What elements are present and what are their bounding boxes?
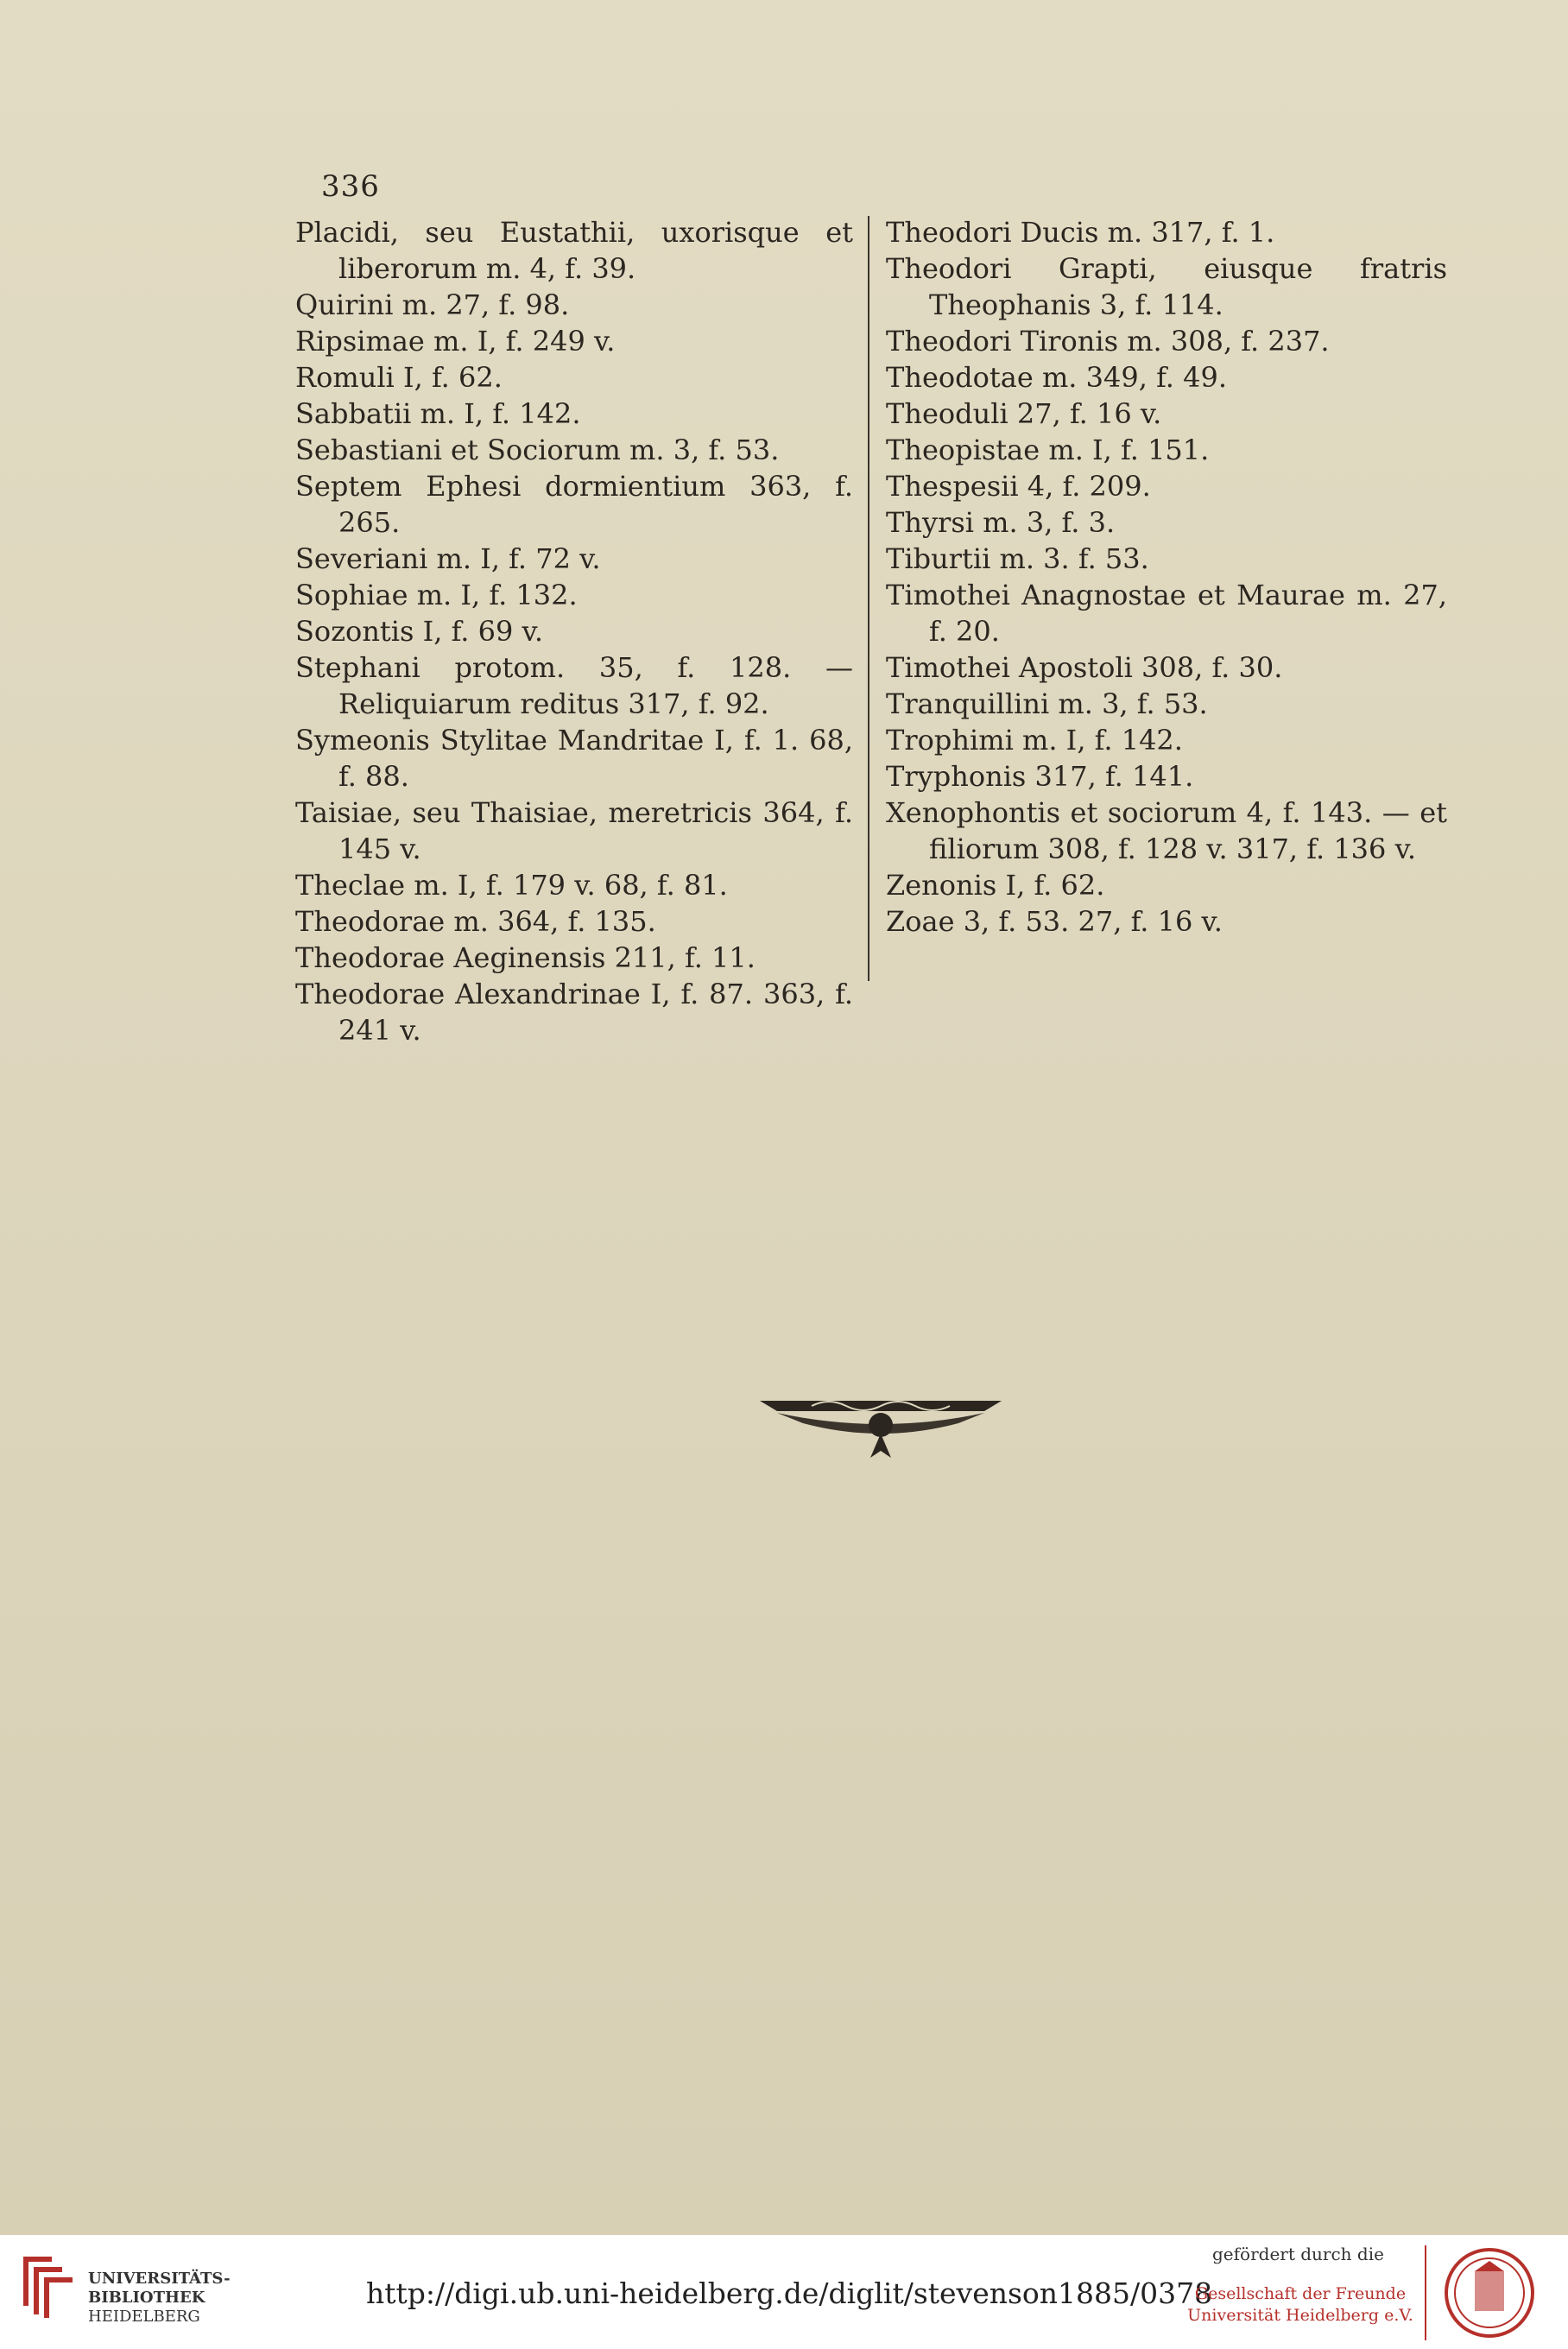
index-entry: Timothei Anagnostae et Maurae m. 27, f. 20. xyxy=(886,579,1447,648)
sponsor-divider xyxy=(1425,2245,1426,2340)
index-entry: Stephani protom. 35, f. 128. — Reliquiarum reditus 317, f. 92. xyxy=(295,651,853,720)
library-logo-icon xyxy=(17,2245,79,2318)
index-entry: Theodori Grapti, eiusque fratris Theophanis 3, f. 114. xyxy=(886,252,1447,321)
index-entry: Theoduli 27, f. 16 v. xyxy=(886,397,1162,430)
index-entry: Theodorae Alexandrinae I, f. 87. 363, f. 241 v. xyxy=(295,978,853,1047)
index-entry: Sebastiani et Sociorum m. 3, f. 53. xyxy=(295,434,780,466)
index-entry: Theodotae m. 349, f. 49. xyxy=(886,361,1227,394)
index-entry: Zenonis I, f. 62. xyxy=(886,869,1105,902)
library-name xyxy=(88,2270,231,2327)
sponsor-name-line1: Gesellschaft der Freunde xyxy=(1194,2284,1407,2303)
left-column xyxy=(295,214,853,1048)
index-entry: Xenophontis et sociorum 4, f. 143. — et filiorum 308, f. 128 v. 317, f. 136 v. xyxy=(886,796,1447,865)
index-entry: Placidi, seu Eustathii, uxorisque et liberorum m. 4, f. 39. xyxy=(295,216,853,285)
library-name-line2: BIBLIOTHEK xyxy=(88,2289,205,2307)
page-number: 336 xyxy=(321,169,380,204)
university-seal-icon xyxy=(1442,2245,1537,2340)
index-entry: Taisiae, seu Thaisiae, meretricis 364, f. 145 v. xyxy=(295,796,853,865)
column-divider xyxy=(868,216,869,981)
index-entry: Theodori Tironis m. 308, f. 237. xyxy=(886,325,1330,358)
index-entry: Tranquillini m. 3, f. 53. xyxy=(886,687,1208,720)
index-entry: Theopistae m. I, f. 151. xyxy=(886,434,1210,466)
index-entry: Thespesii 4, f. 209. xyxy=(886,470,1151,503)
index-entry: Quirini m. 27, f. 98. xyxy=(295,288,570,321)
index-entry: Severiani m. I, f. 72 v. xyxy=(295,542,601,575)
index-entry: Ripsimae m. I, f. 249 v. xyxy=(295,325,616,358)
library-name-line3: HEIDELBERG xyxy=(88,2308,200,2326)
right-column xyxy=(886,214,1447,940)
index-entry: Trophimi m. I, f. 142. xyxy=(886,724,1183,757)
index-entry: Theodorae m. 364, f. 135. xyxy=(295,905,656,938)
index-entry: Sabbatii m. I, f. 142. xyxy=(295,397,581,430)
index-entry: Romuli I, f. 62. xyxy=(295,361,503,394)
index-entry: Sozontis I, f. 69 v. xyxy=(295,615,543,648)
ornament-vignette xyxy=(751,1383,1010,1461)
index-entry: Septem Ephesi dormientium 363, f. 265. xyxy=(295,470,853,539)
index-entry: Timothei Apostoli 308, f. 30. xyxy=(886,651,1283,684)
sponsor-name-line2: Universität Heidelberg e.V. xyxy=(1187,2306,1413,2325)
sponsor-name xyxy=(1174,2283,1426,2327)
index-entry: Sophiae m. I, f. 132. xyxy=(295,579,578,611)
index-entry: Theclae m. I, f. 179 v. 68, f. 81. xyxy=(295,869,728,902)
index-entry: Thyrsi m. 3, f. 3. xyxy=(886,506,1116,539)
index-entry: Theodori Ducis m. 317, f. 1. xyxy=(886,216,1275,249)
index-entry: Tryphonis 317, f. 141. xyxy=(886,760,1194,793)
index-entry: Tiburtii m. 3. f. 53. xyxy=(886,542,1149,575)
index-entry: Zoae 3, f. 53. 27, f. 16 v. xyxy=(886,905,1223,938)
permalink-url[interactable]: http://digi.ub.uni-heidelberg.de/diglit/stevenson1885/0378 xyxy=(366,2276,1213,2310)
index-entry: Theodorae Aeginensis 211, f. 11. xyxy=(295,941,756,974)
library-name-line1: UNIVERSITÄTS- xyxy=(88,2270,231,2288)
index-entry: Symeonis Stylitae Mandritae I, f. 1. 68, f. 88. xyxy=(295,724,853,793)
sponsor-label: gefördert durch die xyxy=(1212,2244,1384,2264)
